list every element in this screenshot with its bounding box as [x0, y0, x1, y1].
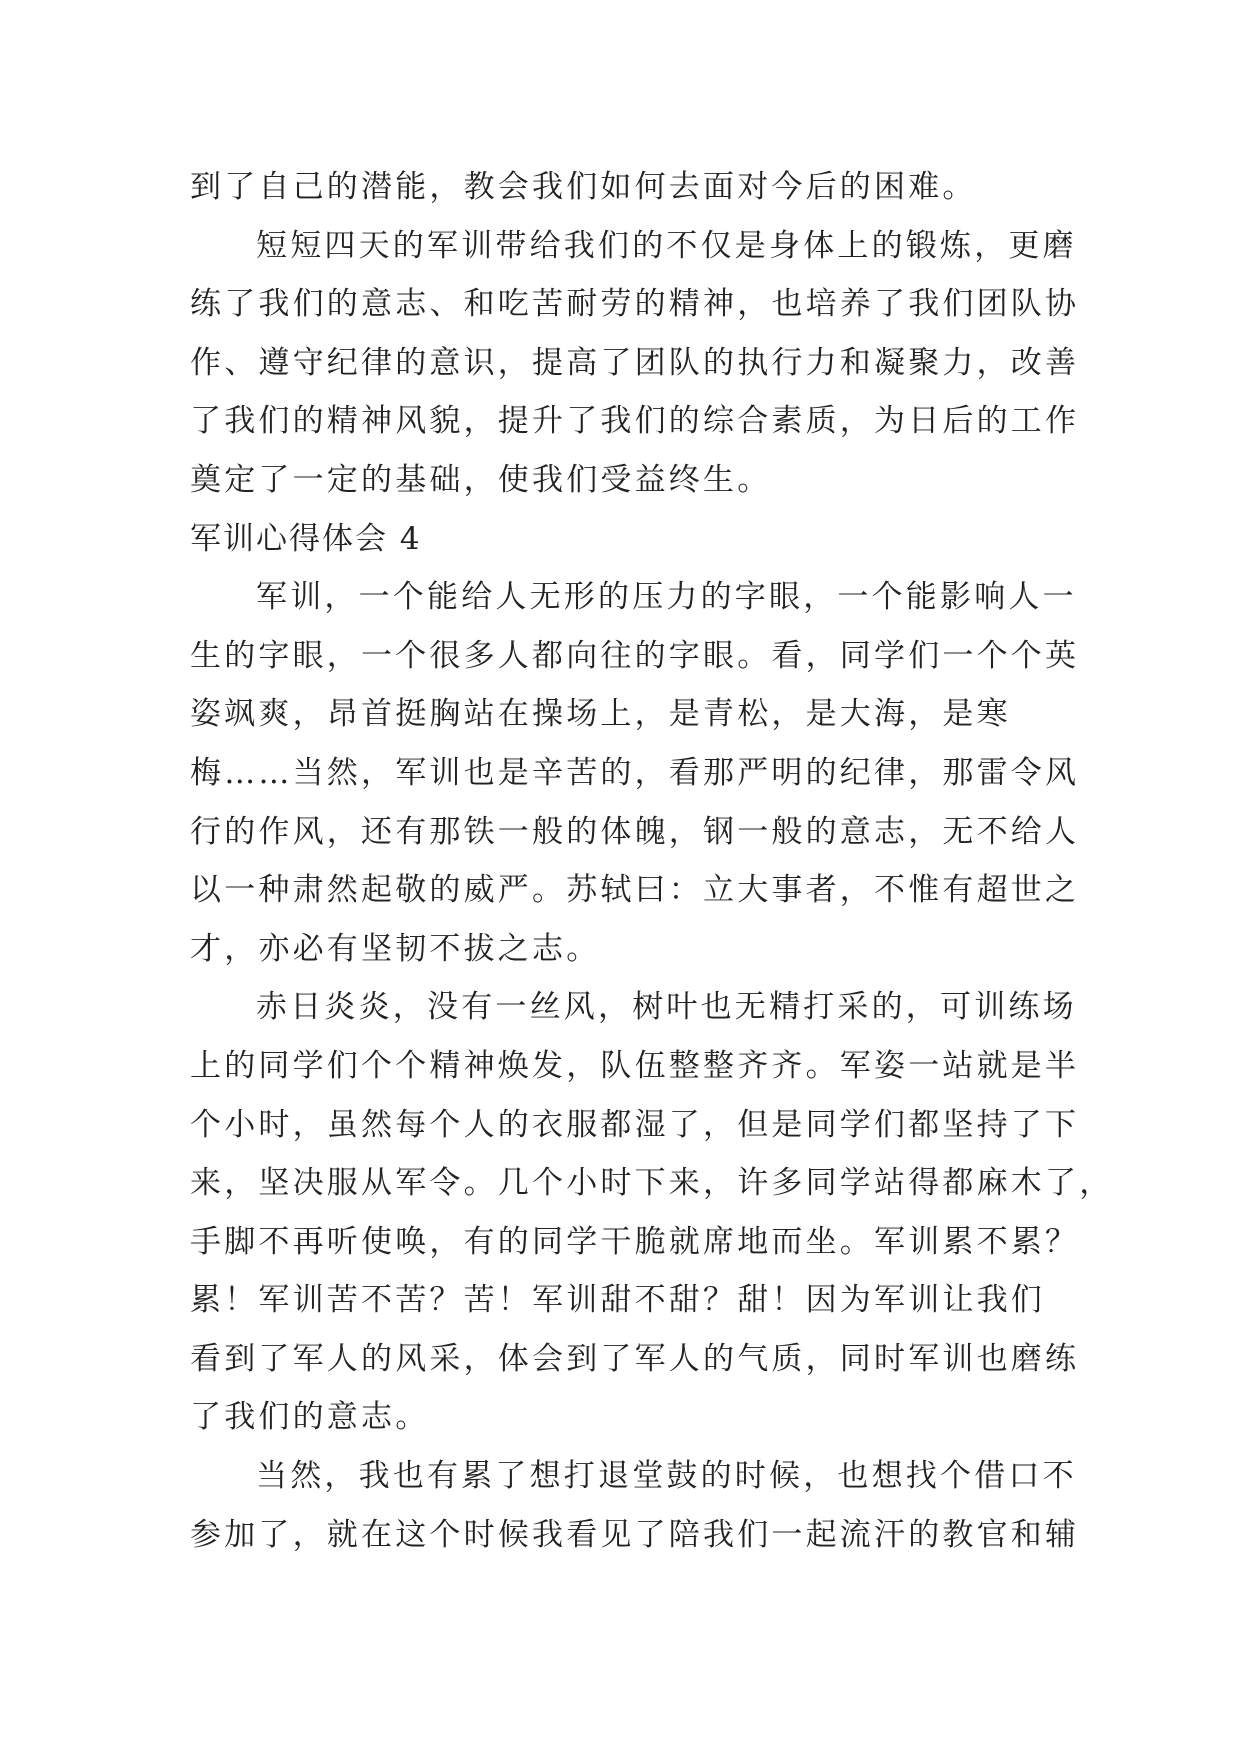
paragraph-line: 梅……当然，军训也是辛苦的，看那严明的纪律，那雷令风 — [190, 754, 1080, 791]
paragraph-line: 了我们的意志。 — [190, 1399, 430, 1436]
paragraph-line: 才，亦必有坚韧不拔之志。 — [190, 930, 601, 967]
paragraph-first-line: 军训，一个能给人无形的压力的字眼，一个能影响人一 — [256, 579, 1077, 616]
document-body — [190, 158, 1114, 1564]
paragraph-line: 生的字眼，一个很多人都向往的字眼。看，同学们一个个英 — [190, 637, 1080, 674]
paragraph-line: 累！军训苦不苦？苦！军训甜不甜？甜！因为军训让我们 — [190, 1282, 1045, 1319]
paragraph-line: 作、遵守纪律的意识，提高了团队的执行力和凝聚力，改善 — [190, 344, 1080, 381]
paragraph-line: 练了我们的意志、和吃苦耐劳的精神，也培养了我们团队协 — [190, 286, 1080, 323]
paragraph-line: 姿飒爽，昂首挺胸站在操场上，是青松，是大海，是寒 — [190, 696, 1011, 733]
paragraph-line: 手脚不再听使唤，有的同学干脆就席地而坐。军训累不累？ — [190, 1223, 1080, 1260]
paragraph-line: 上的同学们个个精神焕发，队伍整整齐齐。军姿一站就是半 — [190, 1047, 1080, 1084]
paragraph-first-line: 当然，我也有累了想打退堂鼓的时候，也想找个借口不 — [256, 1458, 1077, 1495]
paragraph-continuation-line: 到了自己的潜能，教会我们如何去面对今后的困难。 — [190, 169, 977, 205]
paragraph-line: 来，坚决服从军令。几个小时下来，许多同学站得都麻木了， — [190, 1165, 1114, 1202]
paragraph-line: 参加了，就在这个时候我看见了陪我们一起流汗的教官和辅 — [190, 1516, 1080, 1553]
paragraph-line: 了我们的精神风貌，提升了我们的综合素质，为日后的工作 — [190, 403, 1080, 440]
paragraph-line: 以一种肃然起敬的威严。苏轼曰：立大事者，不惟有超世之 — [190, 872, 1080, 909]
paragraph-first-line: 赤日炎炎，没有一丝风，树叶也无精打采的，可训练场 — [256, 989, 1077, 1026]
paragraph-line: 个小时，虽然每个人的衣服都湿了，但是同学们都坚持了下 — [190, 1106, 1080, 1143]
paragraph-first-line: 短短四天的军训带给我们的不仅是身体上的锻炼，更磨 — [256, 227, 1077, 264]
paragraph-line: 看到了军人的风采，体会到了军人的气质，同时军训也磨练 — [190, 1340, 1080, 1377]
paragraph-line: 行的作风，还有那铁一般的体魄，钢一般的意志，无不给人 — [190, 813, 1080, 850]
section-heading: 军训心得体会 4 — [190, 520, 422, 557]
paragraph-line: 奠定了一定的基础，使我们受益终生。 — [190, 461, 772, 498]
